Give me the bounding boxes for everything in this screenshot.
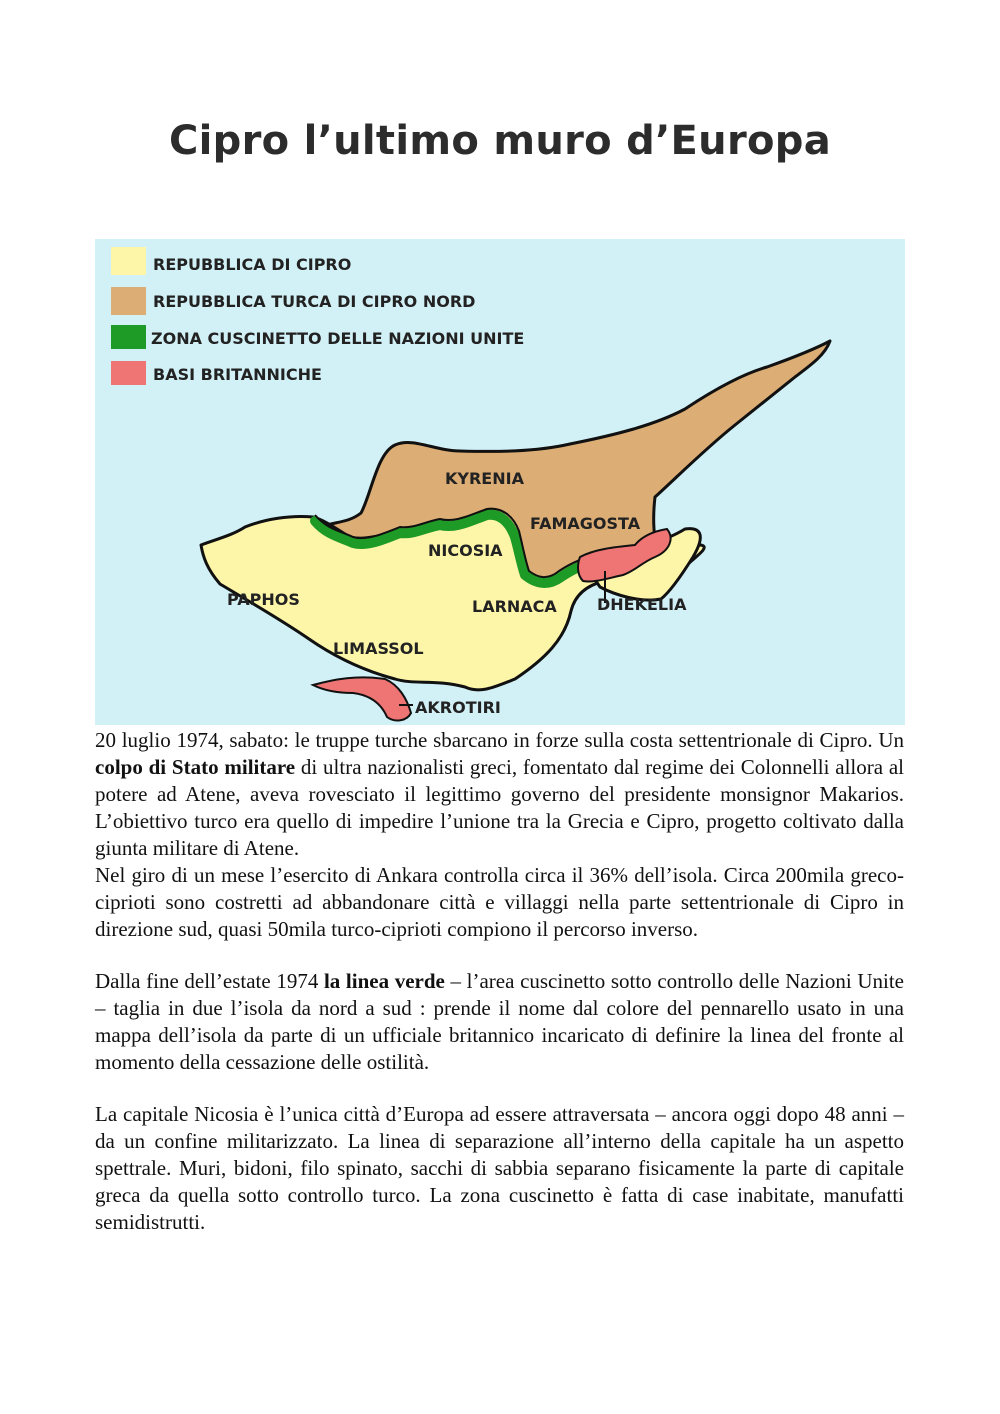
paragraph-1-text-a: 20 luglio 1974, sabato: le truppe turche sbarcano in forze sulla costa settentrionale di Cipro. Un: [95, 728, 904, 752]
legend-swatch-british: [111, 361, 146, 385]
legend-label-republic: REPUBBLICA DI CIPRO: [153, 255, 352, 274]
paragraph-3-text-a: Dalla fine dell’estate 1974: [95, 969, 324, 993]
cyprus-map-svg: [95, 239, 905, 725]
legend-swatch-north: [111, 287, 146, 315]
legend-label-british: BASI BRITANNICHE: [153, 365, 322, 384]
legend-label-buffer: ZONA CUSCINETTO DELLE NAZIONI UNITE: [151, 329, 525, 348]
paragraph-3-bold: la linea verde: [323, 969, 445, 993]
paragraph-2: Nel giro di un mese l’esercito di Ankara controlla circa il 36% dell’isola. Circa 200mila greco-ciprioti sono costretti ad abbandonare città e villaggi nella parte settentrionale di Cipro in direzione sud, quasi 50mila turco-ciprioti compiono il percorso inverso.: [95, 863, 904, 941]
page-title: Cipro l’ultimo muro d’Europa: [169, 118, 831, 164]
legend-swatch-buffer: [111, 325, 146, 349]
map-label-limassol: LIMASSOL: [333, 639, 424, 658]
cyprus-map: [95, 239, 905, 725]
map-label-dhekelia: DHEKELIA: [597, 595, 687, 614]
paragraph-1-bold: colpo di Stato militare: [95, 755, 296, 779]
map-label-akrotiri: AKROTIRI: [415, 698, 501, 717]
map-label-paphos: PAPHOS: [227, 590, 300, 609]
map-label-kyrenia: KYRENIA: [445, 469, 524, 488]
paragraph-1-text-c: di ultra nazionalisti greci, fomentato dal regime dei Colonnelli allora al potere ad Atene, aveva rovesciato il legittimo governo del presidente monsignor Makarios. L’obiettivo turco era quello di impedire l’unione tra la Grecia e Cipro, progetto coltivato dalla giunta militare di Atene.: [95, 755, 904, 860]
paragraph-3-text-c: – l’area cuscinetto sotto controllo delle Nazioni Unite – taglia in due l’isola da nord a sud : prende il nome dal colore del pennarello usato in una mappa dell’isola da parte di un ufficiale britannico incaricato di definire la linea del fronte al momento della cessazione delle ostilità.: [95, 969, 904, 1074]
map-label-larnaca: LARNACA: [472, 597, 557, 616]
article-body: [95, 727, 904, 1236]
paragraph-4: La capitale Nicosia è l’unica città d’Europa ad essere attraversata – ancora oggi dopo 48 anni – da un confine militarizzato. La linea di separazione all’interno della capitale ha un aspetto spettrale. Muri, bidoni, filo spinato, sacchi di sabbia separano fisicamente la parte di capitale greca da quella sotto controllo turco. La zona cuscinetto è fatta di case inabitate, manufatti semidistrutti.: [95, 1102, 904, 1234]
map-label-famagosta: FAMAGOSTA: [530, 514, 641, 533]
map-label-nicosia: NICOSIA: [428, 541, 503, 560]
legend-label-north: REPUBBLICA TURCA DI CIPRO NORD: [153, 292, 476, 311]
paragraph-1: [95, 727, 904, 862]
legend-swatch-republic: [111, 247, 146, 275]
paragraph-3: [95, 968, 904, 1076]
